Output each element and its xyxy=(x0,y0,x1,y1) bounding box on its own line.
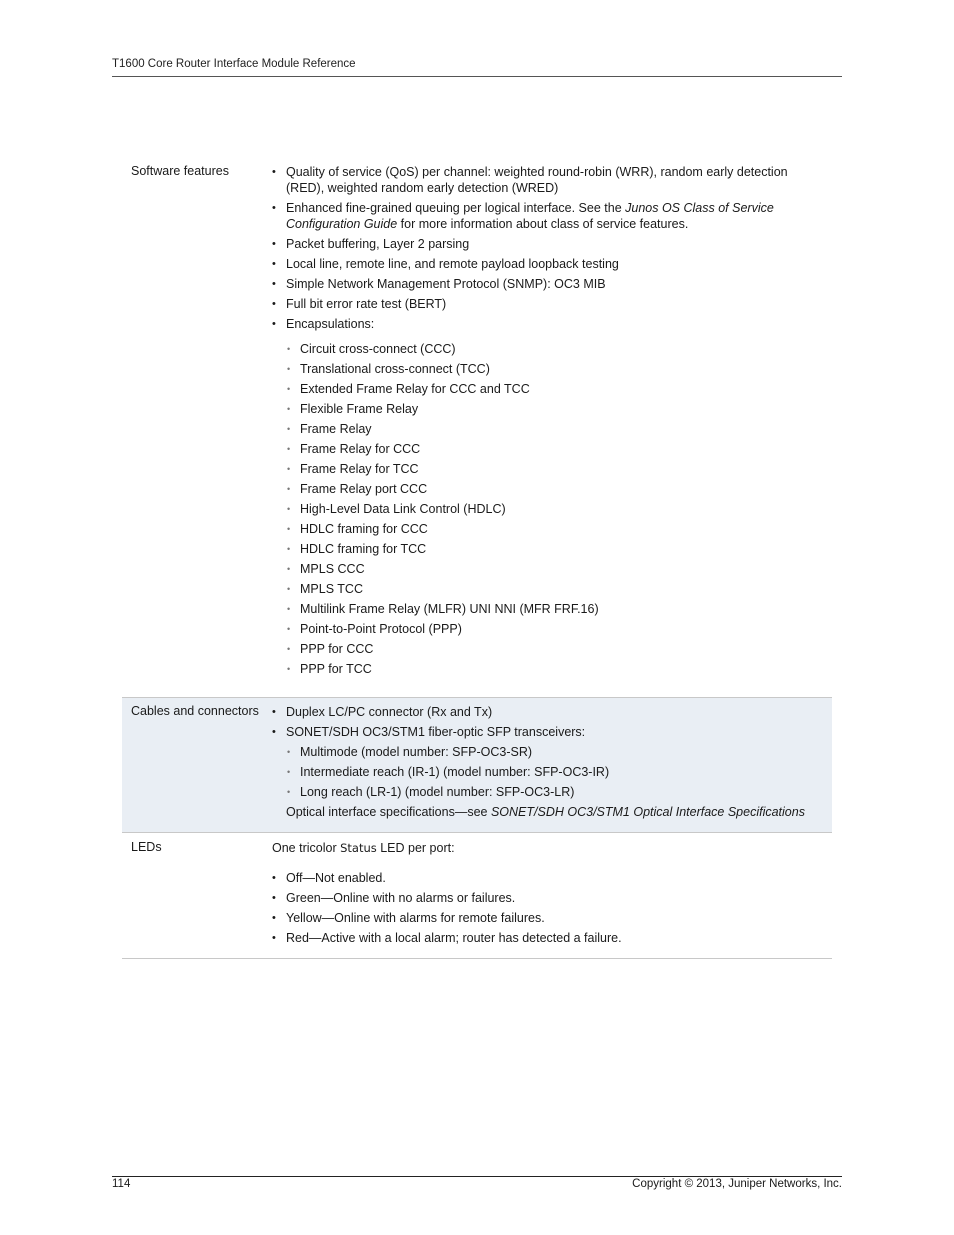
text-segment: One tricolor xyxy=(272,841,341,855)
text-segment: Optical interface specifications—see xyxy=(286,805,491,819)
leds-list xyxy=(272,870,820,946)
list-item: • Point-to-Point Protocol (PPP) xyxy=(286,621,820,637)
list-item: • Long reach (LR-1) (model number: SFP-OC3-LR) xyxy=(286,784,820,800)
list-item: • Local line, remote line, and remote payload loopback testing xyxy=(272,256,820,272)
running-header: T1600 Core Router Interface Module Reference xyxy=(112,58,356,70)
list-item: • Flexible Frame Relay xyxy=(286,401,820,417)
optical-spec-reference xyxy=(272,804,820,820)
list-item: • Duplex LC/PC connector (Rx and Tx) xyxy=(272,704,820,720)
list-item: • Green—Online with no alarms or failures. xyxy=(272,890,820,906)
list-item: • Red—Active with a local alarm; router has detected a failure. xyxy=(272,930,820,946)
list-item: • Frame Relay for TCC xyxy=(286,461,820,477)
leds-intro xyxy=(272,840,820,856)
list-item: • MPLS CCC xyxy=(286,561,820,577)
list-item: • Intermediate reach (IR-1) (model number: SFP-OC3-IR) xyxy=(286,764,820,780)
list-item: • Off—Not enabled. xyxy=(272,870,820,886)
list-item xyxy=(272,200,820,232)
text-segment: LED per port: xyxy=(376,841,455,855)
list-item: • Multimode (model number: SFP-OC3-SR) xyxy=(286,744,820,760)
list-item: • SONET/SDH OC3/STM1 fiber-optic SFP transceivers: xyxy=(272,724,820,740)
list-item: • MPLS TCC xyxy=(286,581,820,597)
list-item: • PPP for TCC xyxy=(286,661,820,677)
status-led-name: Status xyxy=(340,841,377,855)
text-segment: Enhanced fine-grained queuing per logical interface. See the xyxy=(286,201,626,215)
text-segment: for more information about class of service features. xyxy=(397,217,689,231)
list-item: • Quality of service (QoS) per channel: weighted round-robin (WRR), random early detection (RED), weighted random early detection (WRED) xyxy=(272,164,820,196)
copyright: Copyright © 2013, Juniper Networks, Inc. xyxy=(632,1178,842,1190)
row-label: Cables and connectors xyxy=(131,704,259,718)
list-item: • Circuit cross-connect (CCC) xyxy=(286,341,820,357)
list-item: • Simple Network Management Protocol (SNMP): OC3 MIB xyxy=(272,276,820,292)
transceivers-list xyxy=(286,744,820,800)
software-features-list xyxy=(272,164,820,332)
spec-table xyxy=(122,160,832,959)
cables-list xyxy=(272,704,820,740)
guide-reference: Junos OS Class of Service Configuration Guide xyxy=(286,201,774,231)
list-item: • Multilink Frame Relay (MLFR) UNI NNI (MFR FRF.16) xyxy=(286,601,820,617)
header-rule xyxy=(112,76,842,77)
row-label: Software features xyxy=(131,164,229,178)
list-item: • Frame Relay xyxy=(286,421,820,437)
list-item: • HDLC framing for CCC xyxy=(286,521,820,537)
list-item: • Full bit error rate test (BERT) xyxy=(272,296,820,312)
row-content xyxy=(272,704,832,832)
list-item: • PPP for CCC xyxy=(286,641,820,657)
row-software-features xyxy=(122,160,832,698)
list-item: • HDLC framing for TCC xyxy=(286,541,820,557)
list-item: • Translational cross-connect (TCC) xyxy=(286,361,820,377)
list-item: • Yellow—Online with alarms for remote failures. xyxy=(272,910,820,926)
spec-link-text: SONET/SDH OC3/STM1 Optical Interface Specifications xyxy=(490,805,805,819)
footer-rule xyxy=(112,1176,842,1177)
row-leds xyxy=(122,833,832,959)
list-item: • Frame Relay for CCC xyxy=(286,441,820,457)
list-item: • Packet buffering, Layer 2 parsing xyxy=(272,236,820,252)
encapsulations-list xyxy=(286,341,820,677)
list-item: • Extended Frame Relay for CCC and TCC xyxy=(286,381,820,397)
list-item: • Encapsulations: xyxy=(272,316,820,332)
row-content xyxy=(272,840,832,958)
list-item: • Frame Relay port CCC xyxy=(286,481,820,497)
list-item: • High-Level Data Link Control (HDLC) xyxy=(286,501,820,517)
row-content xyxy=(272,164,832,697)
row-label: LEDs xyxy=(131,840,162,854)
page-number: 114 xyxy=(112,1178,131,1190)
row-cables-and-connectors xyxy=(122,698,832,833)
